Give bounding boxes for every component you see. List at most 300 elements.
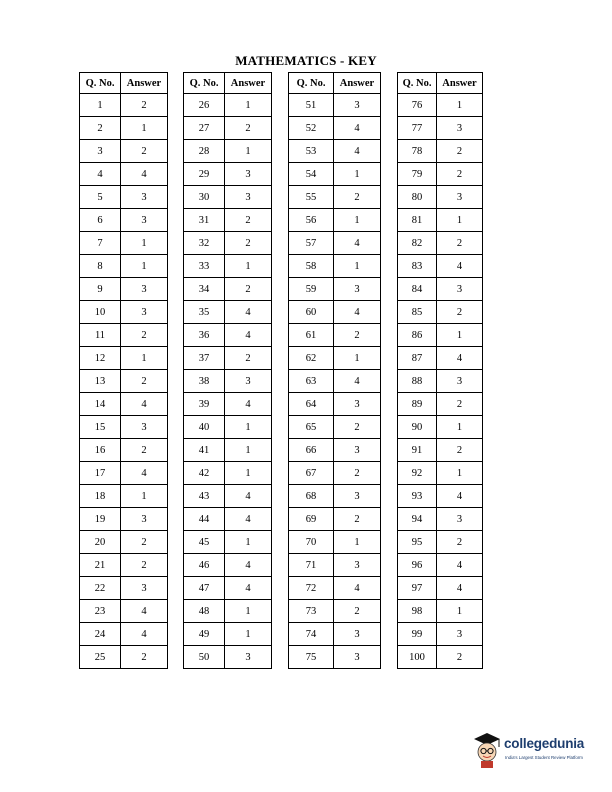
answer-value: 4: [225, 577, 272, 600]
question-number: 72: [289, 577, 334, 600]
column-gap: [272, 232, 289, 255]
column-gap: [272, 140, 289, 163]
table-row: [80, 278, 483, 301]
column-gap: [168, 508, 184, 531]
column-gap: [381, 370, 398, 393]
answer-value: 2: [121, 531, 168, 554]
table-row: [80, 416, 483, 439]
column-gap: [381, 554, 398, 577]
answer-value: 2: [334, 186, 381, 209]
question-number: 40: [184, 416, 225, 439]
table-row: [80, 186, 483, 209]
column-gap: [168, 73, 184, 94]
answer-header: Answer: [437, 73, 483, 94]
table-row: [80, 439, 483, 462]
table-row: [80, 140, 483, 163]
table-row: [80, 485, 483, 508]
page-title: MATHEMATICS - KEY: [235, 53, 377, 68]
column-gap: [381, 278, 398, 301]
question-number: 82: [398, 232, 437, 255]
column-gap: [381, 646, 398, 669]
question-number: 59: [289, 278, 334, 301]
answer-value: 3: [121, 278, 168, 301]
answer-value: 1: [437, 324, 483, 347]
column-gap: [272, 117, 289, 140]
answer-value: 2: [334, 462, 381, 485]
answer-value: 3: [121, 508, 168, 531]
question-number: 32: [184, 232, 225, 255]
column-gap: [381, 485, 398, 508]
column-gap: [168, 577, 184, 600]
column-gap: [272, 324, 289, 347]
table-row: [80, 531, 483, 554]
answer-value: 3: [225, 646, 272, 669]
answer-value: 3: [121, 416, 168, 439]
answer-value: 2: [121, 439, 168, 462]
logo-tagline: India's Largest Student Review Platform: [505, 755, 583, 760]
question-number: 97: [398, 577, 437, 600]
answer-value: 4: [334, 140, 381, 163]
answer-value: 4: [437, 577, 483, 600]
column-gap: [168, 347, 184, 370]
question-number: 48: [184, 600, 225, 623]
answer-value: 1: [121, 232, 168, 255]
answer-value: 2: [121, 554, 168, 577]
question-number: 34: [184, 278, 225, 301]
column-gap: [168, 439, 184, 462]
answer-value: 1: [437, 462, 483, 485]
column-gap: [272, 255, 289, 278]
column-gap: [272, 163, 289, 186]
question-number: 79: [398, 163, 437, 186]
answer-value: 4: [225, 485, 272, 508]
answer-value: 1: [225, 140, 272, 163]
answer-value: 2: [121, 94, 168, 117]
question-number: 12: [80, 347, 121, 370]
column-gap: [272, 439, 289, 462]
column-gap: [381, 94, 398, 117]
question-number: 6: [80, 209, 121, 232]
column-gap: [168, 370, 184, 393]
column-gap: [272, 278, 289, 301]
answer-value: 1: [334, 163, 381, 186]
question-number: 87: [398, 347, 437, 370]
column-gap: [381, 416, 398, 439]
answer-value: 2: [437, 393, 483, 416]
answer-value: 3: [437, 186, 483, 209]
question-number: 74: [289, 623, 334, 646]
column-gap: [381, 347, 398, 370]
question-number: 55: [289, 186, 334, 209]
question-number: 29: [184, 163, 225, 186]
column-gap: [272, 370, 289, 393]
question-number: 13: [80, 370, 121, 393]
column-gap: [168, 646, 184, 669]
question-number: 60: [289, 301, 334, 324]
answer-value: 4: [225, 393, 272, 416]
column-gap: [381, 301, 398, 324]
qno-header: Q. No.: [289, 73, 334, 94]
answer-value: 1: [121, 347, 168, 370]
answer-value: 2: [225, 232, 272, 255]
answer-value: 1: [334, 209, 381, 232]
column-gap: [168, 232, 184, 255]
table-row: [80, 370, 483, 393]
answer-value: 1: [437, 209, 483, 232]
qno-header: Q. No.: [184, 73, 225, 94]
answer-value: 4: [225, 508, 272, 531]
qno-header: Q. No.: [398, 73, 437, 94]
question-number: 44: [184, 508, 225, 531]
question-number: 77: [398, 117, 437, 140]
answer-value: 3: [121, 186, 168, 209]
column-gap: [168, 485, 184, 508]
column-gap: [272, 485, 289, 508]
table-row: [80, 209, 483, 232]
question-number: 73: [289, 600, 334, 623]
answer-value: 2: [437, 301, 483, 324]
column-gap: [272, 301, 289, 324]
table-row: [80, 255, 483, 278]
answer-value: 4: [437, 554, 483, 577]
question-number: 53: [289, 140, 334, 163]
question-number: 39: [184, 393, 225, 416]
answer-value: 1: [121, 255, 168, 278]
question-number: 58: [289, 255, 334, 278]
column-gap: [381, 140, 398, 163]
column-gap: [381, 393, 398, 416]
column-gap: [381, 73, 398, 94]
question-number: 98: [398, 600, 437, 623]
question-number: 17: [80, 462, 121, 485]
column-gap: [168, 163, 184, 186]
question-number: 61: [289, 324, 334, 347]
column-gap: [168, 140, 184, 163]
question-number: 38: [184, 370, 225, 393]
qno-header: Q. No.: [80, 73, 121, 94]
answer-header: Answer: [225, 73, 272, 94]
column-gap: [381, 163, 398, 186]
answer-value: 4: [121, 623, 168, 646]
answer-value: 1: [334, 531, 381, 554]
question-number: 81: [398, 209, 437, 232]
question-number: 30: [184, 186, 225, 209]
answer-value: 3: [334, 554, 381, 577]
question-number: 7: [80, 232, 121, 255]
column-gap: [381, 531, 398, 554]
answer-value: 3: [225, 370, 272, 393]
question-number: 46: [184, 554, 225, 577]
column-gap: [272, 646, 289, 669]
column-gap: [168, 209, 184, 232]
mascot-icon: [470, 730, 504, 770]
answer-value: 2: [437, 140, 483, 163]
question-number: 27: [184, 117, 225, 140]
column-gap: [381, 255, 398, 278]
answer-value: 4: [121, 393, 168, 416]
column-gap: [272, 508, 289, 531]
answer-key-table: [79, 72, 483, 669]
column-gap: [381, 209, 398, 232]
answer-value: 2: [437, 439, 483, 462]
question-number: 2: [80, 117, 121, 140]
column-gap: [381, 577, 398, 600]
answer-value: 2: [334, 416, 381, 439]
answer-value: 4: [334, 370, 381, 393]
question-number: 52: [289, 117, 334, 140]
question-number: 84: [398, 278, 437, 301]
question-number: 64: [289, 393, 334, 416]
answer-value: 4: [334, 232, 381, 255]
answer-value: 3: [225, 163, 272, 186]
collegedunia-logo: [470, 727, 600, 777]
table-row: [80, 577, 483, 600]
answer-value: 3: [121, 301, 168, 324]
column-gap: [381, 324, 398, 347]
column-gap: [168, 416, 184, 439]
question-number: 24: [80, 623, 121, 646]
answer-value: 4: [225, 301, 272, 324]
column-gap: [168, 531, 184, 554]
answer-value: 3: [334, 278, 381, 301]
column-gap: [272, 73, 289, 94]
answer-value: 1: [121, 117, 168, 140]
question-number: 62: [289, 347, 334, 370]
column-gap: [381, 462, 398, 485]
question-number: 56: [289, 209, 334, 232]
answer-value: 2: [334, 508, 381, 531]
answer-value: 4: [121, 462, 168, 485]
question-number: 95: [398, 531, 437, 554]
answer-value: 1: [225, 255, 272, 278]
question-number: 45: [184, 531, 225, 554]
answer-value: 1: [437, 416, 483, 439]
question-number: 31: [184, 209, 225, 232]
column-gap: [272, 623, 289, 646]
question-number: 47: [184, 577, 225, 600]
answer-value: 2: [334, 324, 381, 347]
answer-value: 3: [121, 577, 168, 600]
column-gap: [168, 186, 184, 209]
answer-value: 1: [225, 462, 272, 485]
question-number: 94: [398, 508, 437, 531]
answer-value: 2: [334, 600, 381, 623]
answer-value: 3: [334, 439, 381, 462]
question-number: 93: [398, 485, 437, 508]
question-number: 18: [80, 485, 121, 508]
answer-value: 3: [334, 94, 381, 117]
header-row: [80, 73, 483, 94]
answer-value: 3: [334, 485, 381, 508]
question-number: 25: [80, 646, 121, 669]
answer-value: 3: [225, 186, 272, 209]
question-number: 65: [289, 416, 334, 439]
table-row: [80, 117, 483, 140]
column-gap: [168, 301, 184, 324]
question-number: 89: [398, 393, 437, 416]
question-number: 63: [289, 370, 334, 393]
column-gap: [272, 347, 289, 370]
question-number: 10: [80, 301, 121, 324]
column-gap: [168, 278, 184, 301]
column-gap: [168, 600, 184, 623]
column-gap: [381, 186, 398, 209]
question-number: 69: [289, 508, 334, 531]
answer-value: 2: [121, 370, 168, 393]
answer-value: 2: [437, 163, 483, 186]
answer-value: 4: [334, 577, 381, 600]
column-gap: [381, 600, 398, 623]
answer-value: 4: [121, 600, 168, 623]
question-number: 49: [184, 623, 225, 646]
column-gap: [168, 554, 184, 577]
question-number: 5: [80, 186, 121, 209]
answer-value: 3: [334, 393, 381, 416]
answer-value: 1: [225, 416, 272, 439]
answer-value: 3: [437, 278, 483, 301]
answer-value: 2: [225, 117, 272, 140]
answer-value: 2: [225, 278, 272, 301]
question-number: 92: [398, 462, 437, 485]
answer-value: 1: [225, 531, 272, 554]
answer-value: 3: [437, 623, 483, 646]
answer-value: 2: [121, 324, 168, 347]
answer-value: 3: [437, 508, 483, 531]
column-gap: [168, 117, 184, 140]
question-number: 14: [80, 393, 121, 416]
answer-value: 4: [225, 324, 272, 347]
question-number: 42: [184, 462, 225, 485]
answer-value: 2: [225, 209, 272, 232]
table-row: [80, 508, 483, 531]
answer-value: 1: [225, 439, 272, 462]
answer-value: 2: [437, 531, 483, 554]
question-number: 66: [289, 439, 334, 462]
column-gap: [168, 393, 184, 416]
question-number: 33: [184, 255, 225, 278]
table-row: [80, 163, 483, 186]
question-number: 54: [289, 163, 334, 186]
table-row: [80, 94, 483, 117]
table-row: [80, 347, 483, 370]
question-number: 51: [289, 94, 334, 117]
answer-value: 2: [225, 347, 272, 370]
answer-value: 3: [334, 646, 381, 669]
question-number: 41: [184, 439, 225, 462]
question-number: 96: [398, 554, 437, 577]
answer-value: 1: [437, 600, 483, 623]
column-gap: [381, 439, 398, 462]
question-number: 100: [398, 646, 437, 669]
answer-value: 2: [437, 232, 483, 255]
answer-value: 2: [437, 646, 483, 669]
question-number: 57: [289, 232, 334, 255]
column-gap: [272, 600, 289, 623]
column-gap: [381, 623, 398, 646]
question-number: 36: [184, 324, 225, 347]
column-gap: [272, 416, 289, 439]
question-number: 90: [398, 416, 437, 439]
answer-value: 4: [225, 554, 272, 577]
question-number: 76: [398, 94, 437, 117]
answer-value: 2: [121, 140, 168, 163]
question-number: 99: [398, 623, 437, 646]
column-gap: [381, 508, 398, 531]
question-number: 50: [184, 646, 225, 669]
answer-value: 1: [121, 485, 168, 508]
question-number: 85: [398, 301, 437, 324]
question-number: 22: [80, 577, 121, 600]
column-gap: [272, 531, 289, 554]
answer-value: 3: [121, 209, 168, 232]
question-number: 21: [80, 554, 121, 577]
table-row: [80, 600, 483, 623]
column-gap: [381, 232, 398, 255]
column-gap: [272, 554, 289, 577]
question-number: 20: [80, 531, 121, 554]
table-row: [80, 462, 483, 485]
column-gap: [272, 94, 289, 117]
table-row: [80, 232, 483, 255]
answer-value: 3: [437, 117, 483, 140]
table-row: [80, 324, 483, 347]
column-gap: [272, 186, 289, 209]
question-number: 9: [80, 278, 121, 301]
table-row: [80, 646, 483, 669]
question-number: 15: [80, 416, 121, 439]
answer-header: Answer: [121, 73, 168, 94]
question-number: 16: [80, 439, 121, 462]
column-gap: [168, 94, 184, 117]
answer-value: 1: [334, 347, 381, 370]
answer-value: 4: [437, 485, 483, 508]
column-gap: [272, 209, 289, 232]
logo-name: collegedunia: [504, 736, 585, 751]
column-gap: [168, 324, 184, 347]
question-number: 70: [289, 531, 334, 554]
question-number: 67: [289, 462, 334, 485]
question-number: 86: [398, 324, 437, 347]
answer-header: Answer: [334, 73, 381, 94]
answer-value: 1: [225, 600, 272, 623]
answer-value: 1: [437, 94, 483, 117]
question-number: 75: [289, 646, 334, 669]
question-number: 80: [398, 186, 437, 209]
column-gap: [381, 117, 398, 140]
answer-value: 4: [437, 255, 483, 278]
question-number: 37: [184, 347, 225, 370]
question-number: 35: [184, 301, 225, 324]
column-gap: [168, 255, 184, 278]
question-number: 28: [184, 140, 225, 163]
column-gap: [168, 462, 184, 485]
table-row: [80, 301, 483, 324]
question-number: 68: [289, 485, 334, 508]
question-number: 19: [80, 508, 121, 531]
answer-value: 3: [437, 370, 483, 393]
question-number: 8: [80, 255, 121, 278]
question-number: 78: [398, 140, 437, 163]
answer-value: 4: [121, 163, 168, 186]
answer-value: 2: [121, 646, 168, 669]
answer-value: 1: [225, 623, 272, 646]
answer-value: 4: [437, 347, 483, 370]
table-row: [80, 393, 483, 416]
column-gap: [272, 577, 289, 600]
question-number: 71: [289, 554, 334, 577]
question-number: 1: [80, 94, 121, 117]
question-number: 3: [80, 140, 121, 163]
